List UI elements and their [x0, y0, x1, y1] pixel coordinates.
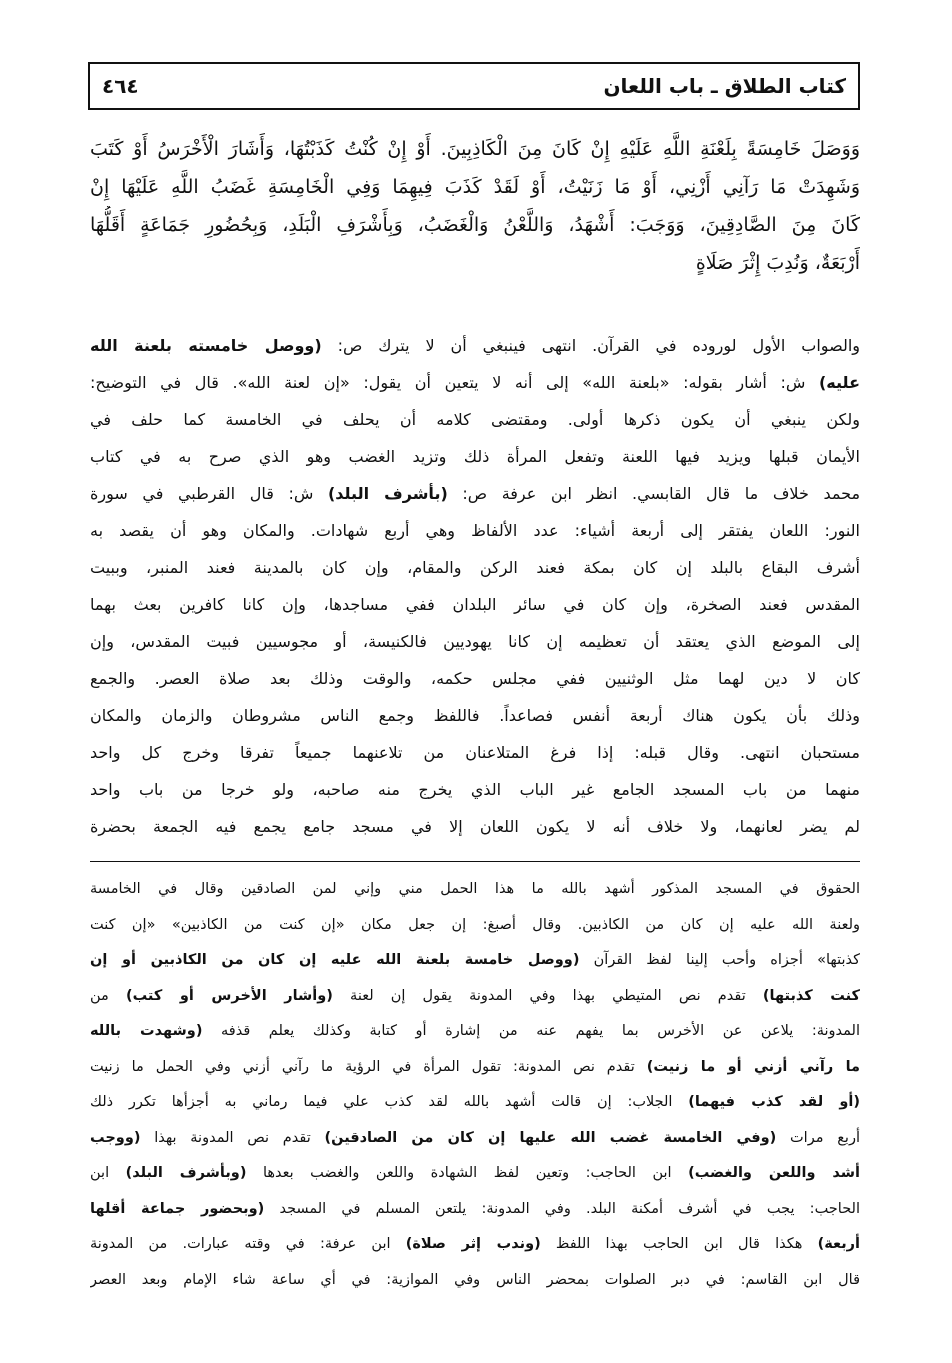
- text-line: [90, 1050, 860, 1086]
- chapter-title: كتاب الطلاق ـ باب اللعان: [603, 74, 846, 98]
- text-segment: قال ابن القاسم: في دبر الصلوات بمحضر الناس وفي الموازية: في أي ساعة شاء الإمام وبعد العصر: [90, 1271, 860, 1288]
- quoted-matn-segment: (وبأشرف البلد): [125, 1165, 247, 1181]
- text-segment: أشرف البقاع بالبلد إن كان بمكة فعند الركن والمقام، وإن كان بالمدينة فعند المنبر، وببيت: [90, 558, 860, 577]
- text-line: [90, 327, 860, 364]
- text-segment: والصواب الأول لوروده في القرآن. انتهى فينبغي أن لا يترك ص:: [321, 336, 860, 355]
- text-segment: تقدم نص المدونة بهذا: [140, 1129, 325, 1146]
- quoted-matn-segment: (وندب إثر صلاة): [405, 1236, 541, 1252]
- text-line: [90, 1263, 860, 1299]
- page-number: ٤٦٤: [102, 74, 139, 98]
- text-segment: الحقوق في المسجد المذكور أشهد بالله ما هذا الحمل مني وإني لمن الصادقين وقال في الخامسة: [90, 881, 860, 897]
- text-line: [90, 943, 860, 979]
- text-line: [90, 512, 860, 549]
- text-line: [90, 1192, 860, 1228]
- text-line: [90, 771, 860, 808]
- running-header: [88, 62, 860, 110]
- text-line: [90, 697, 860, 734]
- text-line: [90, 1085, 860, 1121]
- quoted-matn-segment: (ووجب: [90, 1129, 141, 1146]
- text-segment: هكذا قال ابن الحاجب بهذا اللفظ: [540, 1236, 818, 1252]
- text-segment: تقدم نص المتيطي بهذا وفي المدونة يقول إن لعنة: [332, 987, 763, 1004]
- text-segment: المدونة: يلاعن عن الأخرس بما يفهم عنه من إشارة أو كتابة وكذلك يعلم قذفه: [202, 1023, 860, 1039]
- text-segment: لم يضر لعانهما، ولا خلاف أنه لا يكون اللعان إلا في مسجد جامع يجمع فيه الجمعة بحضرة: [90, 817, 860, 836]
- text-segment: كَانَ مِنَ الصَّادِقِينَ، وَوَجَبَ: أَشْهَدُ، وَاللَّعْنُ وَالْغَضَبُ، وَبِأَشْرَفِ الْبَلَدِ، وَبِحُضُورِ جَمَاعَةٍ أَقَلُّهَا: [90, 214, 860, 236]
- quoted-matn-segment: ما رآني أزني أو ما زنيت): [646, 1058, 860, 1075]
- text-segment: تقدم نص المدونة: تقول المرأة في الرؤية ما رآني أزني وفي الحمل ما زنيت: [90, 1058, 647, 1075]
- main-text: [90, 130, 860, 282]
- text-line: [90, 364, 860, 401]
- text-segment: وَشَهِدَتْ مَا رَآنِي أَزْنِي، أَوْ مَا زَنَيْتُ، أَوْ لَقَدْ كَذَبَ فِيهِمَا وَفِي الْخَامِسَةِ غَضَبُ اللَّهِ عَلَيْهَا إِنْ: [90, 176, 860, 198]
- text-segment: منهما من باب المسجد الجامع غير الباب الذي يخرج منه صاحبه، ولو خرجا من باب واحد: [90, 780, 860, 799]
- text-line: [90, 1014, 860, 1050]
- text-line: [90, 872, 860, 908]
- text-segment: ولكن ينبغي أن يكون ذكرها أولى. ومقتضى كلامه أن يحلف في الخامسة كما حلف في: [90, 410, 860, 429]
- quoted-matn-segment: (بأشرف البلد): [327, 484, 448, 503]
- text-segment: ش: أشار بقوله: «بلعنة الله» إلى أنه لا يتعين أن يقول: «إن لعنة الله». قال في التوضيح:: [90, 373, 819, 392]
- quoted-matn-segment: (وفي الخامسة غضب الله عليها إن كان من الصادقين): [324, 1129, 777, 1146]
- text-segment: أَرْبَعَةٌ، وَنُدِبَ إِثْرَ صَلَاةٍ: [695, 252, 860, 274]
- text-segment: كذبتها» أجزاه وأحب إلينا لفظ القرآن: [579, 952, 860, 968]
- text-line: [90, 1121, 860, 1157]
- text-segment: ابن عرفة: في وقته عبارات. من المدونة: [90, 1236, 406, 1252]
- footnotes-text: [90, 872, 860, 1298]
- quoted-matn-segment: (وبحضور جماعة أقلها: [90, 1200, 265, 1217]
- text-segment: وَوَصَلَ خَامِسَةً بِلَعْنَةِ اللَّهِ عَلَيْهِ إِنْ كَانَ مِنَ الْكَاذِبِينَ. أَوْ إِنْ كُنْتُ كَذَبْتُهَا، وَأَشَارَ الْأَخْرَسُ أَوْ كَتَبَ: [90, 138, 860, 160]
- text-segment: محمد خلاف ما قال القابسي. انظر ابن عرفة ص:: [447, 484, 860, 503]
- text-line: [90, 734, 860, 771]
- text-line: [90, 1156, 860, 1192]
- text-line: [90, 549, 860, 586]
- text-segment: من: [90, 987, 126, 1004]
- text-line: [90, 908, 860, 944]
- text-segment: إلى الموضع الذي يعتقد أن تعظيمه إن كانا يهوديين فالكنيسة، أو مجوسيين فبيت المقدس، وإن: [90, 632, 860, 651]
- text-line: [90, 438, 860, 475]
- text-segment: ابن: [90, 1165, 126, 1181]
- text-line: [90, 206, 860, 244]
- quoted-matn-segment: أربعة): [817, 1236, 860, 1252]
- quoted-matn-segment: عليه): [818, 373, 860, 392]
- text-line: [90, 168, 860, 206]
- text-segment: المقدس فعند الصخرة، وإن كان في سائر البلدان ففي مساجدها، وإن كانا كافرين بعث بهما: [90, 595, 860, 614]
- text-segment: مستحبان انتهى. وقال قبله: إذا فرغ المتلاعنان من تلاعنهما جميعاً تفرقا وخرج كل واحد: [90, 743, 860, 762]
- footnote-divider: [90, 861, 860, 862]
- text-segment: ابن الحاجب: وتعين لفظ الشهادة واللعن والغضب بعدها: [246, 1165, 689, 1181]
- text-line: [90, 244, 860, 282]
- commentary-text: [90, 327, 860, 845]
- text-line: [90, 660, 860, 697]
- text-segment: الأيمان قبلها ويزيد فيها اللعنة وتفعل المرأة ذلك وتزيد الغضب وهو الذي صرح به في كتاب: [90, 447, 860, 466]
- text-line: [90, 623, 860, 660]
- quoted-matn-segment: أشد واللعن والغضب): [688, 1165, 860, 1181]
- text-line: [90, 979, 860, 1015]
- quoted-matn-segment: (ووصل خامسته بلعنة الله: [90, 336, 322, 355]
- quoted-matn-segment: (ووصل خامسة بلعنة الله عليه إن كان من الكاذبين أو إن: [90, 952, 580, 968]
- text-line: [90, 808, 860, 845]
- text-line: [90, 130, 860, 168]
- quoted-matn-segment: (وشهدت بالله: [90, 1023, 203, 1039]
- quoted-matn-segment: كنت كذبتها): [762, 987, 860, 1004]
- text-segment: الحاجب: يجب في أشرف أمكنة البلد. وفي المدونة: يلتعن المسلم في المسجد: [264, 1200, 860, 1217]
- text-line: [90, 1227, 860, 1263]
- text-segment: ش: قال القرطبي في سورة: [90, 484, 328, 503]
- quoted-matn-segment: (أو لقد كذب فيهما): [688, 1094, 860, 1110]
- text-line: [90, 586, 860, 623]
- text-segment: الجلاب: إن قالت أشهد بالله لقد كذب علي فيما رماني به أجزأها تكرر ذلك: [90, 1094, 689, 1110]
- text-segment: كان لا دين لهما مثل الوثنيين ففي مجلس حكمه، والوقت وذلك بعد صلاة العصر. والجمع: [90, 669, 860, 688]
- text-segment: ولعنة الله عليه إن كان من الكاذبين. وقال أصبغ: إن جعل مكان «إن كنت من الكاذبين» «إن كنت: [90, 916, 860, 933]
- text-line: [90, 401, 860, 438]
- quoted-matn-segment: (وأشار الأخرس أو كتب): [125, 987, 333, 1004]
- text-segment: وذلك بأن يكون هناك أربعة أنفس فصاعداً. فاللفظ وجمع الناس مشروطان والزمان والمكان: [90, 706, 860, 725]
- text-line: [90, 475, 860, 512]
- text-segment: النور: اللعان يفتقر إلى أربعة أشياء: عدد الألفاظ وهي أربع شهادات. والمكان وهو أن يقصد به: [90, 521, 860, 540]
- text-segment: أربع مرات: [776, 1129, 860, 1146]
